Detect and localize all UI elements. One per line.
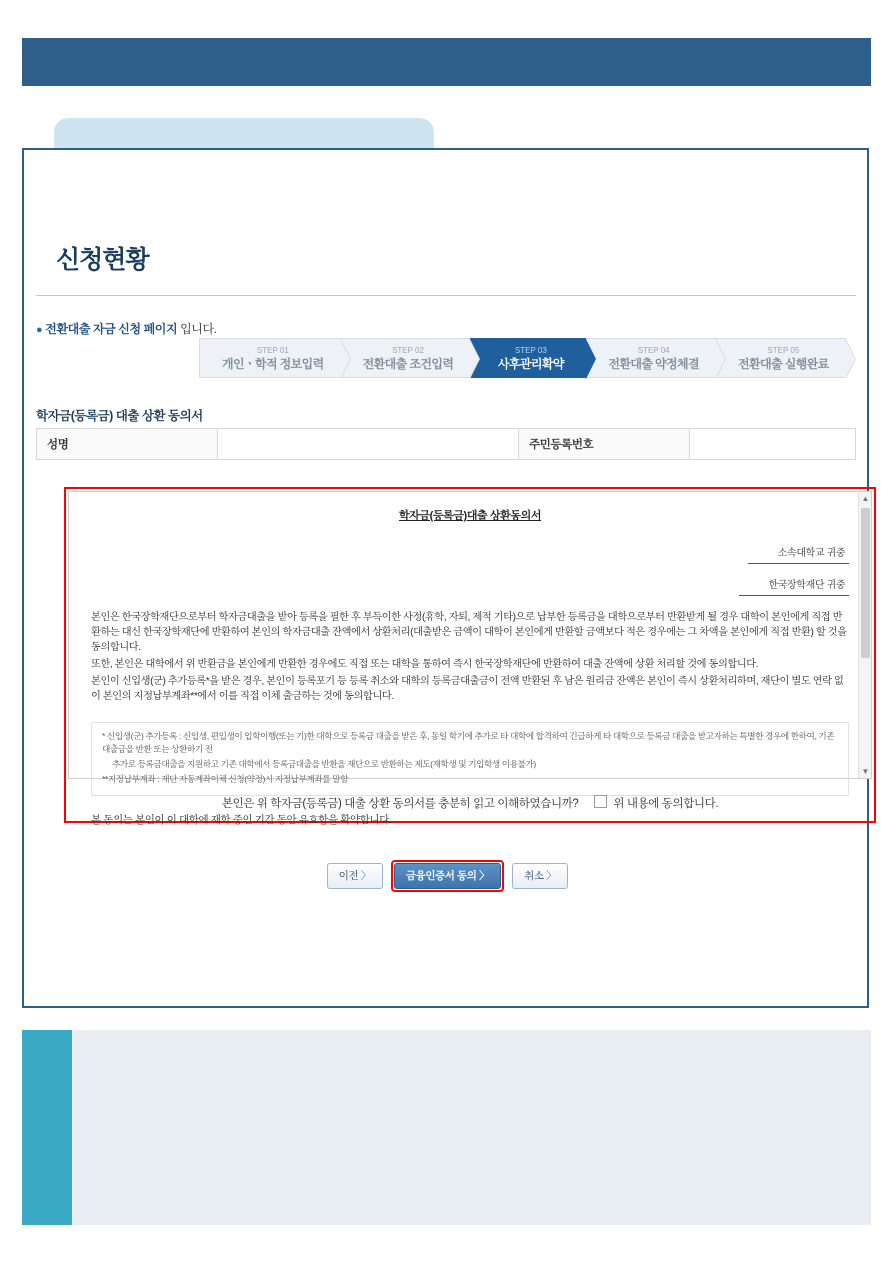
agreement-addressee-2 [91,578,849,596]
agreement-paragraph-1: 본인은 한국장학재단으로부터 학자금대출을 받아 등록을 필한 후 부득이한 사정(휴학, 자퇴, 제적 기타)으로 납부한 등록금을 대학으로부터 반환받게 될 경우 대학이 본인에게 직접 반환하는 대신 한국장학재단에 반환하여 본인의 학자금대출 잔액에서 상환처리(대출받은 금액이 대학이 본인에게 반환할 금액보다 적은 경우에는 그 차액을 본인에게 직접 반환) 할 것을 동의합니다. [91,612,847,653]
agreement-note-3: **지정납부계좌 : 재단 자동계좌이체 신청(약정)시 지정납부계좌를 말함 [102,774,348,784]
step-label-3: 사후관리확약 [497,357,564,371]
agreement-addressee-1 [91,546,849,564]
step-number-2: STEP 02 [392,346,424,355]
step-arrow-5 [845,339,855,379]
agree-checkbox-wrap[interactable] [594,795,718,811]
agreement-note-1: * 신입생(군) 추가등록 : 신입생, 편입생이 입학이행(또는 기)한 대학으로 등록금 대출을 받은 후, 동일 학기에 추가로 타 대학에 합격하여 긴급하게 타 대학으로 등록금 대출을 받고자하는 특별한 경우에 한하여, 기존 대출금을 반환 또는 상환하기 전 [102,731,835,754]
agreement-addressee-1-text: 소속대학교 귀중 [748,546,849,564]
step-arrow-4 [715,339,725,379]
step-number-3: STEP 03 [514,346,547,355]
name-value [218,429,519,460]
step-arrow-2 [469,339,479,379]
agreement-notes [91,722,849,796]
step-item-4[interactable] [586,338,716,378]
step-label-1: 개인ㆍ학적 정보입력 [222,357,324,371]
title-divider [36,295,856,296]
table-row [37,429,856,460]
bullet-icon: ● [36,324,43,336]
agreement-title: 학자금(등록금)대출 상환동의서 [398,510,542,522]
main-panel [22,148,869,1008]
agreement-body [91,610,849,704]
scrollbar-thumb[interactable] [861,508,870,658]
submit-button[interactable]: 금융인증서 동의 〉 [394,863,501,889]
step-item-3[interactable] [470,338,586,378]
footer-area [22,1030,871,1225]
name-label: 성명 [37,429,218,460]
step-number-1: STEP 01 [256,346,289,355]
step-flow [199,338,846,378]
step-item-1[interactable] [199,338,341,378]
scroll-down-icon[interactable]: ▼ [861,767,870,776]
step-number-5: STEP 05 [767,346,800,355]
step-arrow-1 [340,339,350,379]
step-label-2: 전환대출 조건입력 [362,357,454,371]
agreement-paragraph-2: 또한, 본인은 대학에서 위 반환금을 본인에게 반환한 경우에도 직접 또는 대학을 통하여 즉시 한국장학재단에 반환하여 대출 잔액에 상환 처리할 것에 동의합니다. [91,659,759,670]
step-label-5: 전환대출 실행완료 [738,357,829,371]
agreement-note-2: 추가로 등록금대출을 지원하고 기존 대학에서 등록금대출을 반환을 재단으로 반환하는 제도(재학생 및 기입학생 이용불가) [112,759,536,769]
page-notice-strong: 전환대출 자금 신청 페이지 [45,322,178,336]
submit-button-highlight [391,860,504,892]
step-item-2[interactable] [341,338,471,378]
rrn-label: 주민등록번호 [519,429,690,460]
scroll-up-icon[interactable]: ▲ [861,494,870,503]
agreement-addressee-2-text: 한국장학재단 귀중 [739,578,849,596]
footer-badge [22,1030,72,1225]
applicant-info-table [36,428,856,460]
section-title: 학자금(등록금) 대출 상환 동의서 [36,409,203,423]
action-button-row [24,860,871,892]
agree-checkbox-label: 위 내용에 동의합니다. [613,798,719,810]
agreement-scrollbar[interactable] [858,492,871,778]
page-notice [36,320,217,337]
rrn-value [690,429,856,460]
step-arrow-3 [585,339,595,379]
prev-button[interactable]: 이전 〉 [327,863,383,889]
agreement-closing: 본 동의는 본인이 이 대학에 재학 중인 기간 동안 유효함을 확약합니다. [91,814,392,826]
page-title: 신청현황 [56,246,149,274]
page-notice-suffix: 입니다. [177,322,217,336]
top-banner [22,38,871,86]
confirm-question: 본인은 위 학자금(등록금) 대출 상환 동의서를 충분히 읽고 이해하였습니까? [221,798,579,810]
step-item-5[interactable] [716,338,846,378]
step-number-4: STEP 04 [637,346,670,355]
agree-checkbox[interactable] [594,795,607,808]
step-label-4: 전환대출 약정체결 [608,357,700,371]
cancel-button[interactable]: 취소 〉 [512,863,568,889]
agreement-confirm-row [68,787,872,819]
agreement-paragraph-3: 본인이 신입생(군) 추가등록*을 받은 경우, 본인이 등록포기 등 등록 취소와 대학의 등록금대출금이 전액 반환된 후 남은 원리금 잔액은 본인이 즉시 상환처리하며, 재단이 별도 연락 없이 본인의 지정납부계좌**에서 이를 직접 이체 출금하는 것에 동의합니다. [91,676,844,702]
